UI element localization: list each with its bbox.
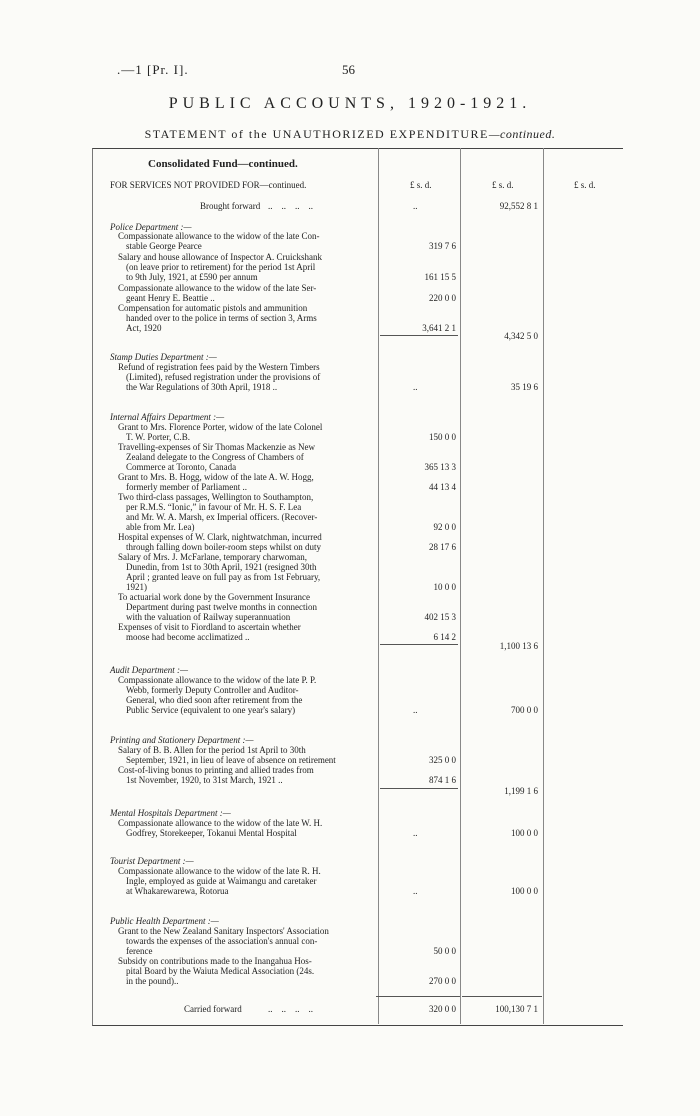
text-line: 1921) (126, 582, 147, 592)
carried-forward-label: Carried forward (184, 1004, 242, 1014)
text-line: Compassionate allowance to the widow of the late R. H. (118, 866, 321, 876)
fund-heading: Consolidated Fund—continued. (148, 158, 298, 170)
amount: 44 13 4 (429, 482, 456, 492)
police-heading: Police Department :— (110, 222, 192, 232)
health-heading: Public Health Department :— (110, 916, 219, 926)
section-total: 100 0 0 (511, 828, 538, 838)
stamp-heading: Stamp Duties Department :— (110, 352, 217, 362)
text-line: Subsidy on contributions made to the Inangahua Hos- (118, 956, 312, 966)
text-line: Grant to Mrs. Florence Porter, widow of the late Colonel (118, 422, 323, 432)
page-title: PUBLIC ACCOUNTS, 1920-1921. (168, 95, 532, 112)
section-total: 700 0 0 (511, 705, 538, 715)
text-line: Webb, formerly Deputy Controller and Auditor- (126, 685, 299, 695)
leader-dots: .. (413, 382, 418, 392)
page-subtitle (0, 127, 700, 142)
services-heading: FOR SERVICES NOT PROVIDED FOR—continued. (110, 180, 307, 190)
tourist-heading: Tourist Department :— (110, 856, 194, 866)
amount: 325 0 0 (429, 755, 456, 765)
text-line: Grant to the New Zealand Sanitary Inspectors' Association (118, 926, 329, 936)
text-line: (on leave prior to retirement) for the period 1st April (126, 262, 316, 272)
amount: 92 0 0 (433, 522, 456, 532)
amount: 365 13 3 (424, 462, 456, 472)
text-line: at Whakarewarewa, Rotorua (126, 886, 229, 896)
column-divider-3 (543, 148, 544, 1024)
section-total: 1,199 1 6 (504, 786, 538, 796)
column-header-3: £ s. d. (574, 180, 596, 190)
amount: 270 0 0 (429, 976, 456, 986)
amount: 10 0 0 (433, 582, 456, 592)
text-line: Compassionate allowance to the widow of the late Con- (118, 231, 320, 241)
text-line: stable George Pearce (126, 241, 202, 251)
text-line: Act, 1920 (126, 323, 162, 333)
text-line: the War Regulations of 30th April, 1918 .. (126, 382, 278, 392)
text-line: Dunedin, from 1st to 30th April, 1921 (resigned 30th (126, 562, 317, 572)
printing-heading: Printing and Stationery Department :— (110, 735, 254, 745)
amount: 220 0 0 (429, 293, 456, 303)
brought-forward-label: Brought forward (200, 201, 261, 211)
text-line: through falling down boiler-room steps whilst on duty (126, 542, 322, 552)
text-line: Salary of B. B. Allen for the period 1st April to 30th (118, 745, 306, 755)
text-line: Ingle, employed as guide at Waimangu and caretaker (126, 876, 317, 886)
text-line: April ; granted leave on full pay as from 1st February, (126, 572, 321, 582)
carried-forward-col2: 100,130 7 1 (495, 1004, 538, 1014)
subtotal-rule (380, 335, 458, 336)
text-line: ference (126, 946, 153, 956)
text-line: Expenses of visit to Fiordland to ascertain whether (118, 622, 301, 632)
mental-heading: Mental Hospitals Department :— (110, 808, 231, 818)
amount: 3,641 2 1 (422, 323, 456, 333)
text-line: geant Henry E. Beattie .. (126, 293, 215, 303)
text-line: Cost-of-living bonus to printing and allied trades from (118, 765, 314, 775)
text-line: (Limited), refused registration under the provisions of (126, 372, 321, 382)
subtitle-continued: —continued. (488, 127, 556, 141)
amount: 402 15 3 (424, 612, 456, 622)
text-line: Refund of registration fees paid by the Western Timbers (118, 362, 320, 372)
text-line: Salary and house allowance of Inspector A. Cruickshank (118, 252, 322, 262)
carried-forward-col1: 320 0 0 (429, 1004, 456, 1014)
section-total: 35 19 6 (511, 382, 538, 392)
leader-dots: .. .. .. .. (268, 201, 313, 211)
subtotal-rule (380, 644, 458, 645)
amount: 6 14 2 (433, 632, 456, 642)
amount: 319 7 6 (429, 241, 456, 251)
text-line: Compassionate allowance to the widow of the late P. P. (118, 675, 317, 685)
text-line: Compassionate allowance to the widow of the late Ser- (118, 283, 317, 293)
column-divider-1 (378, 148, 379, 1024)
text-line: Compassionate allowance to the widow of the late W. H. (118, 818, 323, 828)
text-line: moose had become acclimatized .. (126, 632, 250, 642)
text-line: with the valuation of Railway superannuation (126, 612, 291, 622)
text-line: General, who died soon after retirement from the (126, 695, 303, 705)
text-line: Two third-class passages, Wellington to Southampton, (118, 492, 314, 502)
amount: 28 17 6 (429, 542, 456, 552)
total-rule-col2 (462, 996, 542, 997)
total-rule-col1 (376, 996, 460, 997)
section-total: 100 0 0 (511, 886, 538, 896)
section-total: 4,342 5 0 (504, 331, 538, 341)
text-line: 1st November, 1920, to 31st March, 1921 .. (126, 775, 283, 785)
text-line: Commerce at Toronto, Canada (126, 462, 237, 472)
column-header-1: £ s. d. (410, 180, 432, 190)
text-line: T. W. Porter, C.B. (126, 432, 190, 442)
column-header-2: £ s. d. (492, 180, 514, 190)
text-line: in the pound).. (126, 976, 179, 986)
page-number: 56 (342, 62, 355, 77)
audit-heading: Audit Department :— (110, 665, 188, 675)
internal-heading: Internal Affairs Department :— (110, 412, 225, 422)
text-line: handed over to the police in terms of section 3, Arms (126, 313, 317, 323)
text-line: and Mr. W. A. Marsh, ex Imperial officers. (Recover- (126, 512, 318, 522)
leader-dots: .. .. .. .. (268, 1004, 313, 1014)
text-line: Public Service (equivalent to one year's salary) (126, 705, 296, 715)
text-line: towards the expenses of the association's annual con- (126, 936, 318, 946)
text-line: to 9th July, 1921, at £590 per annum (126, 272, 258, 282)
leader-dots: .. (413, 828, 418, 838)
text-line: Hospital expenses of W. Clark, nightwatchman, incurred (118, 532, 322, 542)
text-line: To actuarial work done by the Government Insurance (118, 592, 311, 602)
text-line: able from Mr. Lea) (126, 522, 195, 532)
leader-dots: .. (413, 201, 418, 211)
amount: 161 15 5 (424, 272, 456, 282)
text-line: Travelling-expenses of Sir Thomas Mackenzie as New (118, 442, 315, 452)
leader-dots: .. (413, 886, 418, 896)
leader-dots: .. (413, 705, 418, 715)
text-line: Compensation for automatic pistols and ammunition (118, 303, 308, 313)
text-line: per R.M.S. “Ionic,” in favour of Mr. H. S. F. Lea (126, 502, 302, 512)
brought-forward-amount: 92,552 8 1 (499, 201, 538, 211)
amount: 50 0 0 (433, 946, 456, 956)
text-line: Grant to Mrs. B. Hogg, widow of the late A. W. Hogg, (118, 472, 314, 482)
subtotal-rule (380, 788, 458, 789)
text-line: pital Board by the Waiuta Medical Association (24s. (126, 966, 315, 976)
text-line: September, 1921, in lieu of leave of absence on retirement (126, 755, 336, 765)
text-line: Department during past twelve months in connection (126, 602, 317, 612)
text-line: Godfrey, Storekeeper, Tokanui Mental Hospital (126, 828, 297, 838)
text-line: Salary of Mrs. J. McFarlane, temporary charwoman, (118, 552, 307, 562)
text-line: formerly member of Parliament .. (126, 482, 247, 492)
amount: 874 1 6 (429, 775, 456, 785)
amount: 150 0 0 (429, 432, 456, 442)
text-line: Zealand delegate to the Congress of Chambers of (126, 452, 304, 462)
subtitle-main: STATEMENT of the UNAUTHORIZED EXPENDITURE (144, 127, 489, 141)
section-total: 1,100 13 6 (499, 641, 538, 651)
column-divider-2 (460, 148, 461, 1024)
page-reference: .—1 [Pr. I]. (117, 62, 189, 77)
